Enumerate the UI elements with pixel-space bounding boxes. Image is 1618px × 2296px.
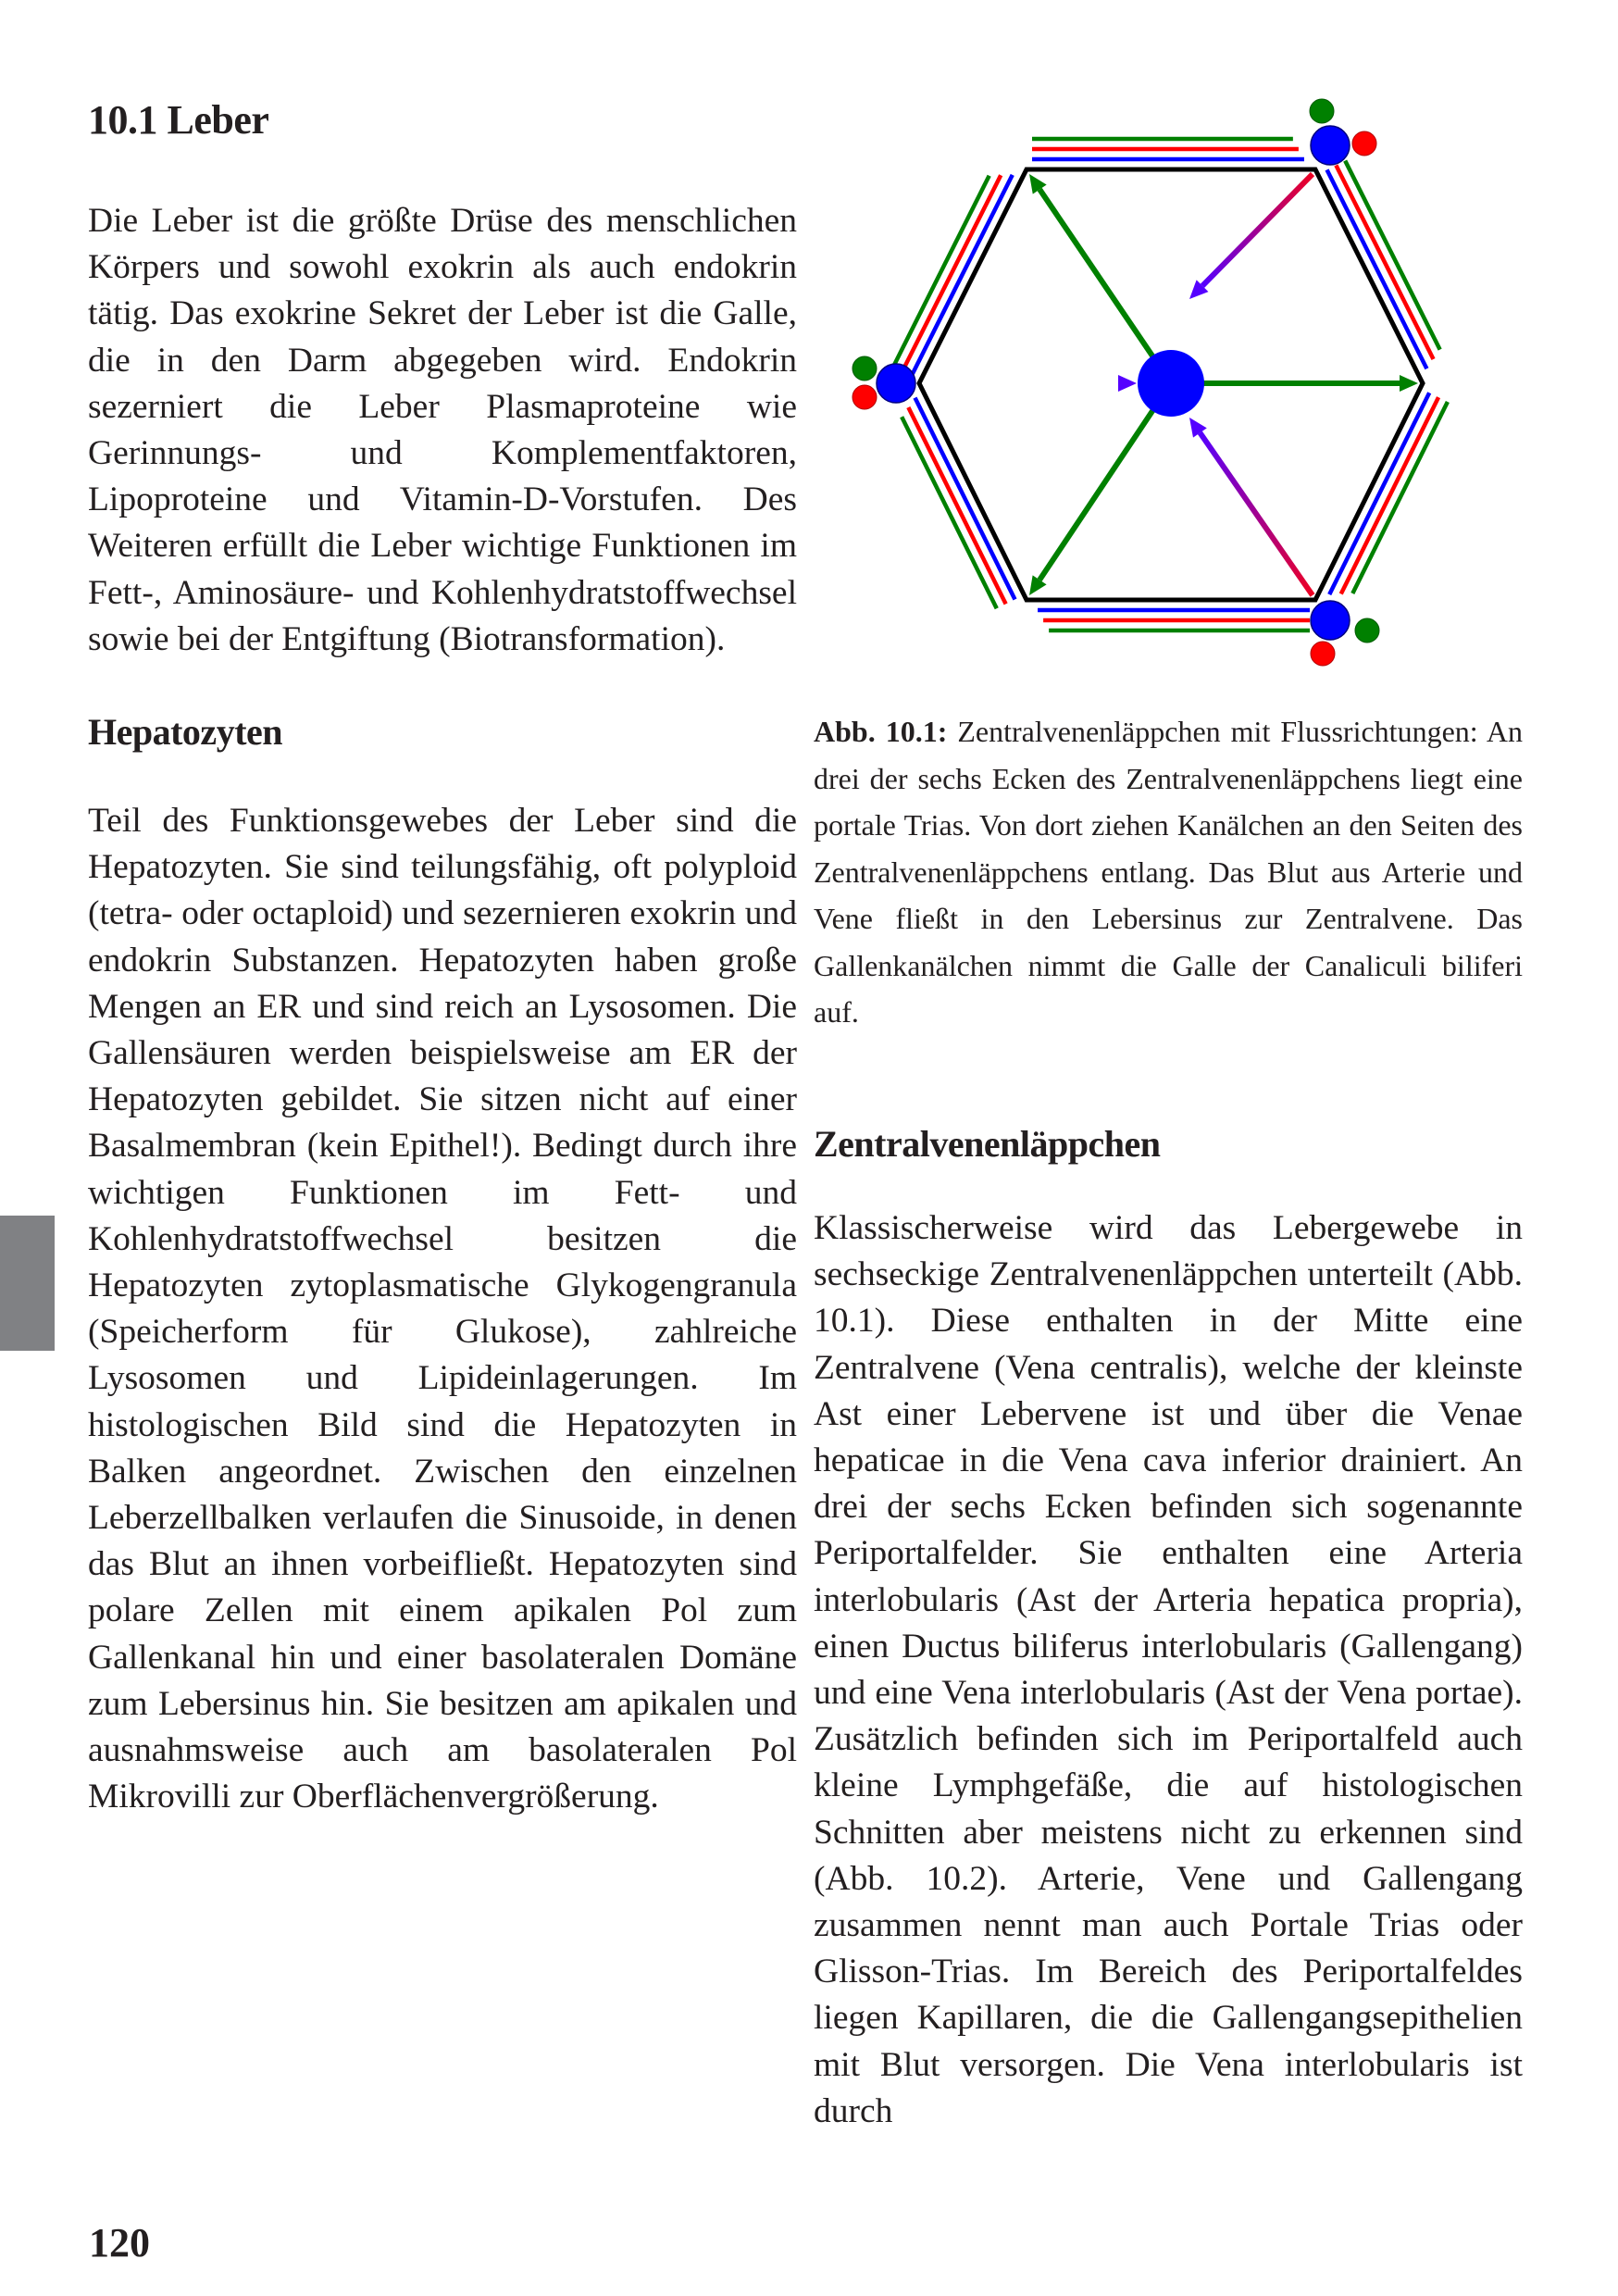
bile-flow-arrow-shaft	[1039, 383, 1171, 580]
portal-vein	[877, 364, 915, 403]
artery	[853, 385, 877, 409]
blood-flow-arrow	[1189, 174, 1313, 299]
portal-triad	[1310, 99, 1376, 165]
bile-duct	[1310, 99, 1334, 123]
blood-flow-arrow-shaft	[1202, 174, 1313, 286]
bile-flow-arrow	[1029, 383, 1171, 595]
left-column	[88, 93, 797, 1821]
section-heading: 10.1 Leber	[88, 97, 269, 143]
vein-canal	[915, 398, 1014, 600]
hepatozyten-heading: Hepatozyten	[88, 711, 283, 754]
vein-canal	[1327, 169, 1427, 368]
intro-paragraph: Die Leber ist die größte Drüse des menschlichen Körpers und sowohl exokrin als auch endokrin tätig. Das exokrine Sekret der Leber ist die Galle, die in den Darm abgegeben wird. Endokrin sezerniert die Leber Plasmaproteine wie Gerinnungs- und Komplementfaktoren, Lipoproteine und Vitamin-D-Vorstufen. Des Weiteren erfüllt die Leber wichtige Funktionen im Fett-, Aminosäure- und Kohlenhydratstoffwechsel sowie bei der Entgiftung (Biotransformation).	[88, 202, 797, 658]
artery-canal	[1341, 397, 1438, 593]
artery-canal	[908, 407, 1005, 604]
figure-caption-text: Zentralvenenläppchen mit Flussrichtungen: An drei der sechs Ecken des Zentralvenenläppchens liegt eine portale Trias. Von dort ziehen Kanälchen an den Seiten des Zentralvenenläppchens entlang. Das Blut aus Arterie und Vene fließt in den Lebersinus zur Zentralvene. Das Gallenkanälchen nimmt die Galle der Canaliculi biliferi auf.	[814, 715, 1523, 1029]
portal-triad	[1311, 601, 1379, 666]
portal-vein	[1311, 126, 1350, 165]
figure-caption	[814, 708, 1523, 1036]
hepatozyten-paragraph: Teil des Funktionsgewebes der Leber sind die Hepatozyten. Sie sind teilungsfähig, oft polyploid (tetra- oder octaploid) und sezernieren exokrin und endokrin Substanzen. Hepatozyten haben große Mengen an ER und sind reich an Lysosomen. Die Gallensäuren werden beispielsweise am ER der Hepatozyten gebildet. Sie sitzen nicht auf einer Basalmembran (kein Epithel!). Bedingt durch ihre wichtigen Funktionen im Fett- und Kohlenhydratstoffwechsel besitzen die Hepatozyten zytoplasmatische Glykogengranula (Speicherform für Glukose), zahlreiche Lysosomen und Lipideinlagerungen. Im histologischen Bild sind die Hepatozyten in Balken angeordnet. Zwischen den einzelnen Leberzellbalken verlaufen die Sinusoide, in denen das Blut an ihnen vorbeifließt. Hepatozyten sind polare Zellen mit einem apikalen Pol zum Gallenkanal hin und einer basolateralen Domäne zum Lebersinus hin. Sie besitzen am apikalen und ausnahmsweise auch am basolateralen Pol Mikrovilli zur Oberflächenvergrößerung.	[88, 802, 797, 1816]
right-column	[814, 1118, 1523, 2135]
zentralvenen-paragraph: Klassischerweise wird das Lebergewebe in sechseckige Zentralvenenläppchen unterteilt (Abb. 10.1). Diese enthalten in der Mitte eine Zentralvene (Vena centralis), welche der kleinste Ast einer Lebervene ist und über die Venae hepaticae in die Vena cava inferior drainiert. An drei der sechs Ecken befinden sich sogenannte Periportalfelder. Sie enthalten eine Arteria interlobularis (Ast der Arteria hepatica propria), einen Ductus biliferus interlobularis (Gallengang) und eine Vena interlobularis (Ast der Vena portae). Zusätzlich befinden sich im Periportalfeld auch kleine Lymphgefäße, die auf histologischen Schnitten aber meistens nicht zu erkennen sind (Abb. 10.2). Arterie, Vene und Gallengang zusammen nennt man auch Portale Trias oder Glisson-Trias. Im Bereich des Periportalfeldes liegen Kapillaren, die die Gallengangsepithelien mit Blut versorgen. Die Vena interlobularis ist durch	[814, 1209, 1523, 2130]
blood-flow-arrow	[1189, 418, 1313, 595]
vein-canal	[1329, 393, 1429, 594]
bile-duct	[1355, 618, 1379, 643]
bile-flow-arrow-shaft	[1039, 190, 1171, 383]
artery-canal	[1336, 165, 1433, 358]
bile-flow-arrow	[1171, 375, 1418, 392]
figure-label: Abb. 10.1:	[814, 715, 948, 748]
central-vein	[1138, 350, 1204, 417]
bile-duct	[853, 356, 877, 381]
chapter-thumb-tab	[0, 1216, 55, 1351]
portal-vein	[1311, 601, 1350, 640]
bile-flow-arrow-head	[1400, 375, 1418, 392]
right-column-caption	[814, 708, 1523, 1036]
artery-canal	[903, 175, 1001, 368]
bile-flow-arrow	[1029, 174, 1171, 383]
blood-flow-arrow-head	[1118, 375, 1137, 392]
lobule-diagram	[833, 74, 1481, 694]
blood-flow-arrow-shaft	[1200, 432, 1313, 595]
vein-canal	[913, 175, 1013, 374]
blood-flow-arrow	[923, 375, 1137, 392]
artery	[1311, 642, 1335, 666]
page-number: 120	[89, 2220, 150, 2265]
artery	[1352, 131, 1376, 156]
zentralvenen-heading: Zentralvenenläppchen	[814, 1123, 1161, 1165]
